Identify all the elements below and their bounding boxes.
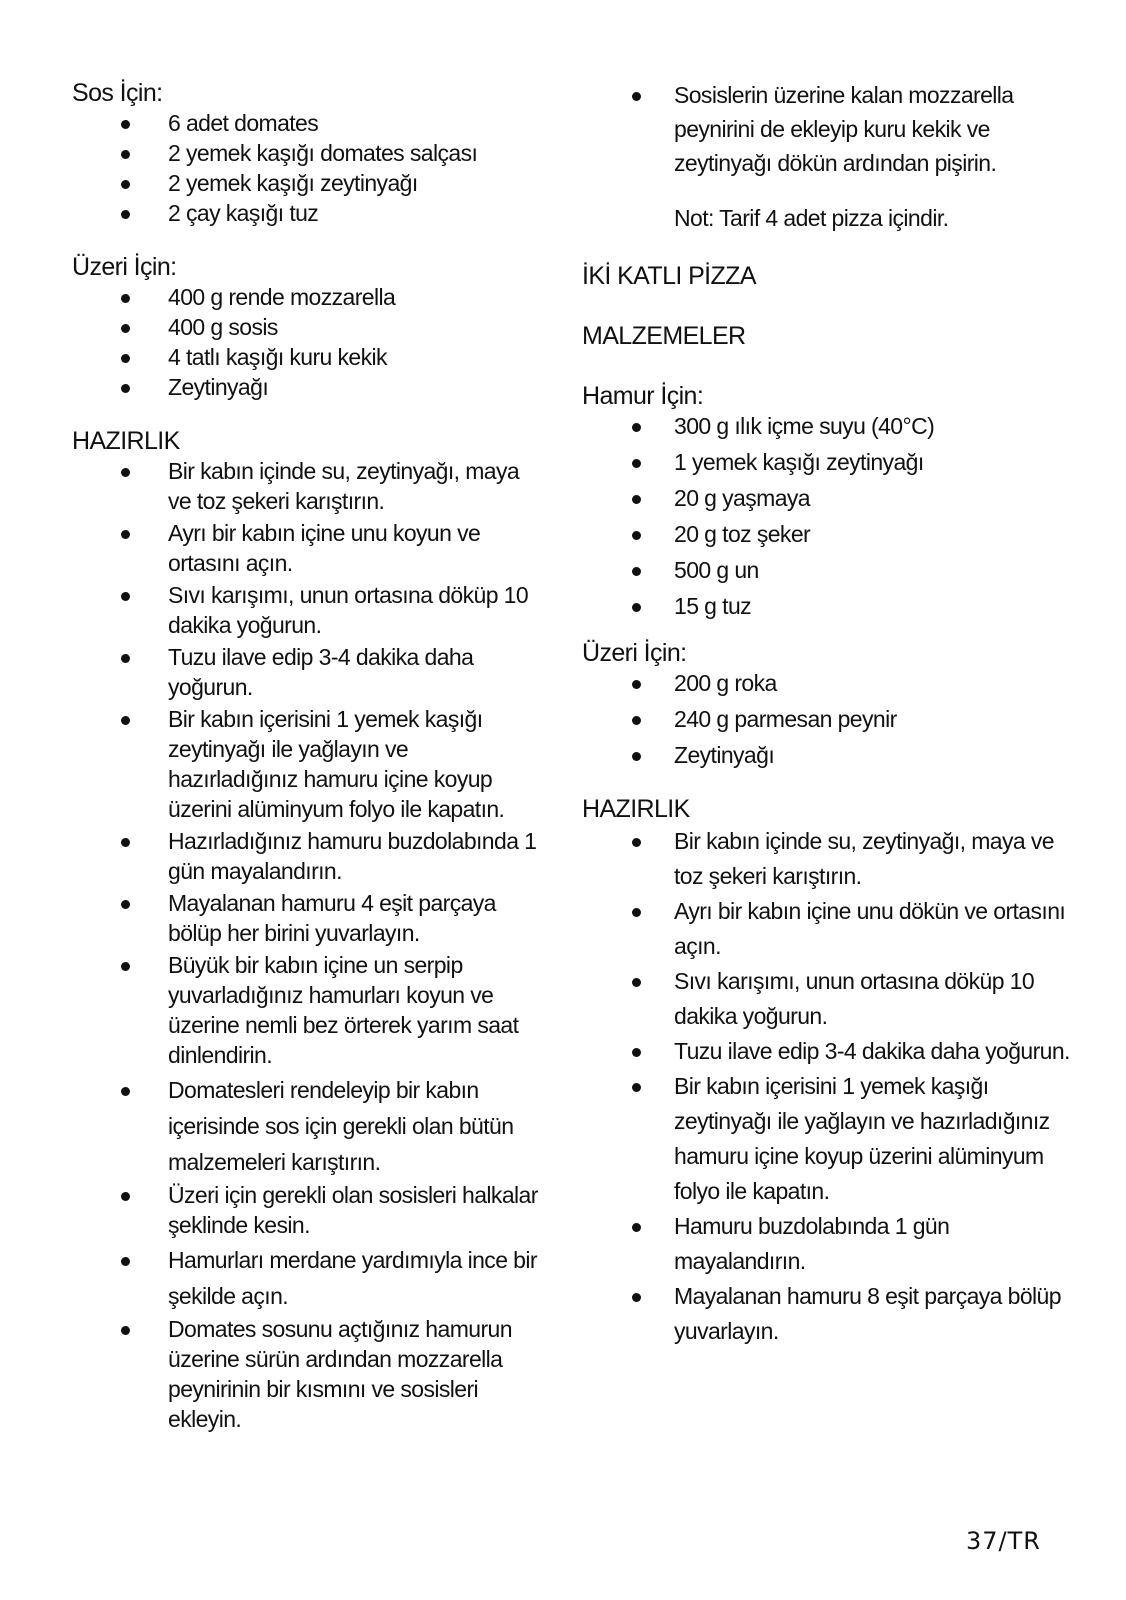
list-item: Ayrı bir kabın içine unu koyun ve ortasını açın.: [72, 518, 542, 578]
hazirlik-list-continued: [72, 1072, 542, 1180]
list-item: Sosislerin üzerine kalan mozzarella peynirini de ekleyip kuru kekik ve zeytinyağı dökün ardından pişirin.: [582, 78, 1072, 180]
list-item: Hamuru buzdolabında 1 gün mayalandırın.: [582, 1209, 1072, 1279]
hazirlik-list-right: [582, 824, 1072, 1349]
list-item: 20 g toz şeker: [582, 519, 1072, 549]
list-item: 500 g un: [582, 555, 1072, 585]
uzeri-list-right: [582, 668, 1072, 770]
recipe-title: İKİ KATLI PİZZA: [582, 262, 756, 290]
left-column: [72, 78, 542, 1436]
list-item: Zeytinyağı: [72, 372, 542, 402]
list-item: Bir kabın içinde su, zeytinyağı, maya ve toz şekeri karıştırın.: [582, 824, 1072, 894]
list-item: Mayalanan hamuru 8 eşit parçaya bölüp yuvarlayın.: [582, 1279, 1072, 1349]
page-number: 37/TR: [966, 1527, 1041, 1555]
list-item: Bir kabın içinde su, zeytinyağı, maya ve toz şekeri karıştırın.: [72, 456, 542, 516]
right-column: [582, 78, 1072, 1349]
list-item: Hamurları merdane yardımıyla ince bir şekilde açın.: [72, 1242, 542, 1314]
list-item: 4 tatlı kaşığı kuru kekik: [72, 342, 542, 372]
list-item: Zeytinyağı: [582, 740, 1072, 770]
uzeri-heading-right: Üzeri İçin:: [582, 639, 687, 667]
hazirlik-heading: HAZIRLIK: [72, 427, 180, 455]
list-item: 1 yemek kaşığı zeytinyağı: [582, 447, 1072, 477]
list-item: 2 çay kaşığı tuz: [72, 198, 542, 228]
list-item: 400 g rende mozzarella: [72, 282, 542, 312]
hazirlik-heading-right: HAZIRLIK: [582, 795, 690, 823]
list-item: Büyük bir kabın içine un serpip yuvarladığınız hamurları koyun ve üzerine nemli bez örterek yarım saat dinlendirin.: [72, 950, 542, 1070]
list-item: Tuzu ilave edip 3-4 dakika daha yoğurun.: [582, 1034, 1072, 1069]
list-item: 300 g ılık içme suyu (40°C): [582, 411, 1072, 441]
hamur-heading: Hamur İçin:: [582, 382, 704, 410]
list-item: 2 yemek kaşığı domates salçası: [72, 138, 542, 168]
list-item: Bir kabın içerisini 1 yemek kaşığı zeytinyağı ile yağlayın ve hazırladığınız hamuru içine koyup üzerini alüminyum folyo ile kapatın.: [582, 1069, 1072, 1209]
list-item: Bir kabın içerisini 1 yemek kaşığı zeytinyağı ile yağlayın ve hazırladığınız hamuru içine koyup üzerini alüminyum folyo ile kapatın.: [72, 704, 542, 824]
list-item: Domatesleri rendeleyip bir kabın içerisinde sos için gerekli olan bütün malzemeleri karıştırın.: [72, 1072, 542, 1180]
uzeri-heading: Üzeri İçin:: [72, 253, 177, 281]
list-item: 200 g roka: [582, 668, 1072, 698]
list-item: Mayalanan hamuru 4 eşit parçaya bölüp her birini yuvarlayın.: [72, 888, 542, 948]
list-item: Sıvı karışımı, unun ortasına döküp 10 dakika yoğurun.: [582, 964, 1072, 1034]
sos-list: [72, 108, 542, 228]
uzeri-list: [72, 282, 542, 402]
hazirlik-list-continued: [72, 1314, 542, 1434]
hazirlik-list-continued: [72, 1180, 542, 1240]
hazirlik-list: [72, 456, 542, 1070]
list-item: 20 g yaşmaya: [582, 483, 1072, 513]
list-item: Domates sosunu açtığınız hamurun üzerine sürün ardından mozzarella peynirinin bir kısmını ve sosisleri ekleyin.: [72, 1314, 542, 1434]
list-item: Tuzu ilave edip 3-4 dakika daha yoğurun.: [72, 642, 542, 702]
list-item: Sıvı karışımı, unun ortasına döküp 10 dakika yoğurun.: [72, 580, 542, 640]
list-item: 2 yemek kaşığı zeytinyağı: [72, 168, 542, 198]
list-item: Üzeri için gerekli olan sosisleri halkalar şeklinde kesin.: [72, 1180, 542, 1240]
list-item: 6 adet domates: [72, 108, 542, 138]
list-item: 400 g sosis: [72, 312, 542, 342]
sos-heading: Sos İçin:: [72, 79, 163, 107]
hamur-list: [582, 411, 1072, 621]
list-item: Ayrı bir kabın içine unu dökün ve ortasını açın.: [582, 894, 1072, 964]
list-item: 240 g parmesan peynir: [582, 704, 1072, 734]
continued-list: [582, 78, 1072, 180]
malzemeler-heading: MALZEMELER: [582, 322, 746, 350]
list-item: 15 g tuz: [582, 591, 1072, 621]
recipe-note: Not: Tarif 4 adet pizza içindir.: [674, 205, 949, 231]
list-item: Hazırladığınız hamuru buzdolabında 1 gün mayalandırın.: [72, 826, 542, 886]
hazirlik-list-continued: [72, 1242, 542, 1314]
